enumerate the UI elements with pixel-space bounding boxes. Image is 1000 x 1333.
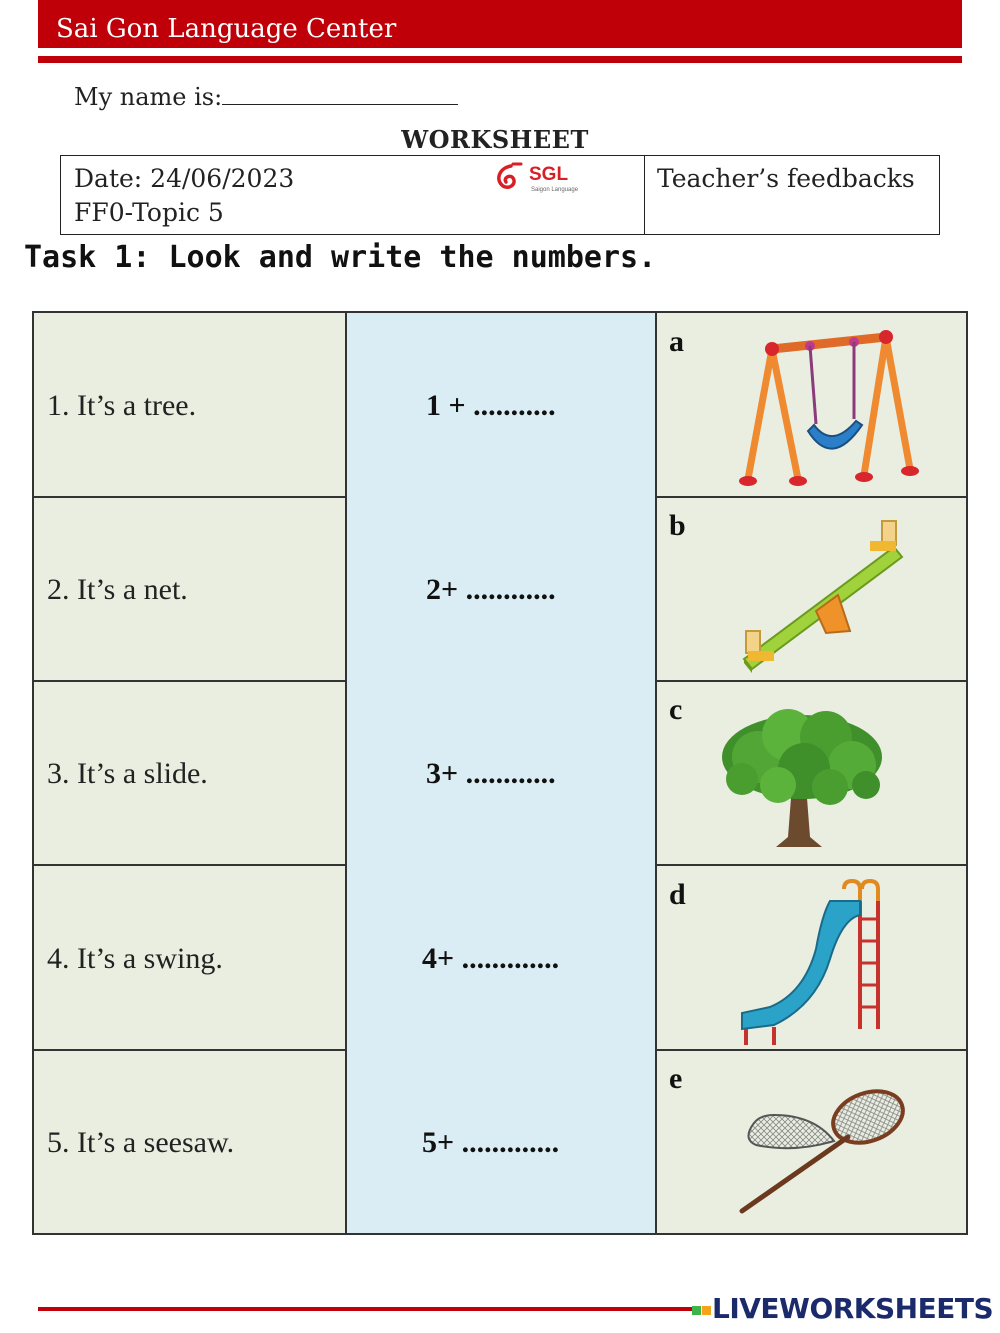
row-divider: [34, 1049, 345, 1051]
logo-square-icon: [692, 1306, 701, 1315]
liveworksheets-logo[interactable]: [692, 1292, 993, 1325]
sentence-2: 2. It’s a net.: [47, 573, 188, 606]
worksheet-title: WORKSHEET: [401, 125, 589, 154]
name-blank[interactable]: [222, 82, 458, 105]
sentence-5: 5. It’s a seesaw.: [47, 1126, 235, 1159]
net-icon: [734, 1083, 912, 1223]
letter-c: c: [669, 693, 683, 726]
letter-e: e: [669, 1062, 683, 1095]
sentence-1: 1. It’s a tree.: [47, 389, 197, 422]
logo-subtitle: Saigon Language: [531, 187, 579, 193]
info-left-cell: [61, 156, 645, 234]
letter-a: a: [669, 325, 684, 358]
row-divider: [657, 496, 968, 498]
letter-d: d: [669, 878, 686, 911]
sentence-4: 4. It’s a swing.: [47, 942, 223, 975]
answer-blank-1[interactable]: 1 + ...........: [426, 389, 556, 422]
row-divider: [657, 864, 968, 866]
row-divider: [34, 864, 345, 866]
slide-icon: [734, 879, 894, 1055]
letter-b: b: [669, 509, 686, 542]
swing-icon: [734, 319, 924, 491]
row-divider: [34, 680, 345, 682]
header-rule: [38, 56, 962, 63]
sgl-logo-icon: [493, 160, 593, 196]
school-name: Sai Gon Language Center: [56, 14, 397, 44]
answer-blank-5[interactable]: 5+ .............: [422, 1126, 560, 1159]
tree-icon: [718, 705, 888, 855]
info-table: [60, 155, 940, 235]
footer-brand: LIVEWORKSHEETS: [712, 1292, 994, 1325]
name-label: My name is:: [74, 83, 223, 111]
logo-name: SGL: [529, 164, 569, 185]
date-text: Date: 24/06/2023: [74, 164, 295, 193]
answer-blank-2[interactable]: 2+ ............: [426, 573, 556, 606]
feedback-label: Teacher’s feedbacks: [657, 164, 915, 193]
topic-text: FF0-Topic 5: [74, 198, 224, 227]
footer-rule: [38, 1307, 698, 1311]
row-divider: [657, 680, 968, 682]
row-divider: [34, 496, 345, 498]
logo-square-icon: [702, 1306, 711, 1315]
answer-blank-3[interactable]: 3+ ............: [426, 757, 556, 790]
answer-blank-4[interactable]: 4+ .............: [422, 942, 560, 975]
matching-table: [32, 311, 968, 1235]
sentence-3: 3. It’s a slide.: [47, 757, 208, 790]
task-title: Task 1: Look and write the numbers.: [24, 240, 657, 275]
name-row: [74, 82, 458, 111]
seesaw-icon: [734, 513, 914, 673]
header-band: [38, 0, 962, 48]
